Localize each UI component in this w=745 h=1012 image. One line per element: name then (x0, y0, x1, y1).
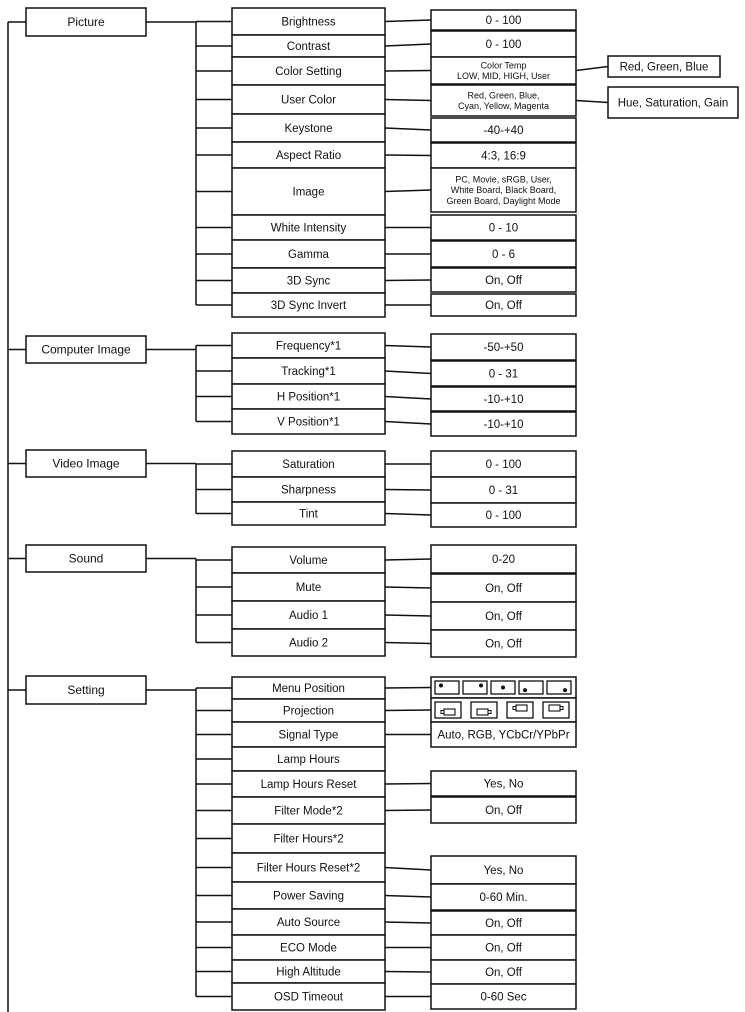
value-text: On, Off (485, 583, 522, 596)
submenu-label: 3D Sync (286, 275, 331, 288)
value-text: On, Off (485, 275, 522, 288)
value-connector (385, 784, 431, 785)
submenu-label: Projection (282, 705, 335, 718)
value-text: 0 - 100 (485, 510, 522, 523)
submenu-label: User Color (281, 94, 336, 107)
position-dot (501, 686, 505, 690)
value-connector (385, 514, 431, 516)
main-menu-label: Computer Image (41, 342, 131, 357)
submenu-label: Lamp Hours Reset (260, 779, 357, 791)
value-connector (385, 71, 431, 72)
value-connector (385, 190, 431, 192)
value-connector (385, 280, 431, 281)
extra-connector (576, 101, 608, 103)
value-text: 0-60 Sec (480, 991, 527, 1004)
value-text: On, Off (485, 942, 522, 955)
submenu-label: High Altitude (276, 966, 341, 979)
screen-position-icon (519, 681, 543, 694)
value-connector (385, 346, 431, 348)
submenu-label: Filter Mode*2 (274, 805, 343, 818)
submenu-label: Signal Type (278, 729, 339, 742)
main-menu-label: Sound (68, 551, 104, 566)
value-connector (385, 972, 431, 973)
value-text: PC, Movie, sRGB, User, (455, 174, 552, 185)
value-connector (385, 810, 431, 811)
menu-position-icons (435, 681, 571, 694)
main-menu-label: Picture (67, 15, 105, 29)
value-text: Yes, No (483, 865, 524, 878)
submenu-label: Color Setting (275, 66, 342, 78)
value-connector (385, 490, 431, 491)
projector-icon-frame (471, 702, 497, 718)
value-text: On, Off (485, 611, 522, 624)
value-connector (385, 615, 431, 616)
submenu-label: V Position*1 (277, 416, 340, 429)
submenu-label: Image (292, 186, 325, 199)
main-menu-label: Setting (67, 683, 105, 697)
submenu-label: Menu Position (272, 683, 345, 695)
submenu-label: Keystone (284, 123, 333, 135)
submenu-label: Mute (295, 582, 322, 594)
value-text: Cyan, Yellow, Magenta (457, 100, 550, 111)
submenu-label: Auto Source (276, 917, 341, 929)
submenu-label: Audio 2 (288, 637, 329, 650)
value-connector (385, 922, 431, 923)
value-text: On, Off (485, 967, 522, 980)
value-text: Red, Green, Blue, (467, 90, 540, 101)
value-text: Color Temp (480, 60, 527, 71)
value-text: -50-+50 (483, 342, 524, 355)
submenu-label: Frequency*1 (275, 340, 342, 353)
position-dot (563, 688, 567, 692)
submenu-label: ECO Mode (280, 942, 337, 955)
submenu-label: Filter Hours*2 (273, 833, 344, 846)
extra-connector (576, 67, 608, 71)
value-text: On, Off (485, 805, 522, 818)
value-text: On, Off (485, 918, 522, 931)
value-text: 4:3, 16:9 (481, 150, 526, 163)
value-connector (385, 587, 431, 588)
submenu-label: White Intensity (270, 222, 347, 235)
submenu-label: Saturation (282, 459, 335, 471)
submenu-label: Volume (289, 555, 328, 567)
position-dot (439, 684, 443, 688)
value-text: 0-60 Min. (479, 892, 528, 905)
value-connector (385, 896, 431, 898)
submenu-label: Sharpness (281, 484, 336, 497)
value-connector (385, 20, 431, 22)
value-connector (385, 710, 431, 711)
value-text: Yes, No (483, 778, 524, 791)
value-connector (385, 44, 431, 46)
submenu-label: 3D Sync Invert (270, 300, 347, 312)
value-connector (385, 128, 431, 130)
position-dot (523, 688, 527, 692)
screen-position-icon (547, 681, 571, 694)
projector-icon-frame (507, 702, 533, 718)
submenu-label: Gamma (288, 249, 329, 261)
value-text: Auto, RGB, YCbCr/YPbPr (437, 729, 570, 742)
value-connector (385, 688, 431, 689)
position-dot (479, 684, 483, 688)
value-connector (385, 397, 431, 400)
submenu-label: Tracking*1 (281, 366, 336, 378)
submenu-label: Lamp Hours (277, 754, 340, 766)
value-connector (385, 371, 431, 374)
submenu-label: Filter Hours Reset*2 (256, 862, 361, 875)
value-connector (385, 868, 431, 871)
value-text: 0 - 100 (485, 15, 522, 28)
value-text: 0 - 100 (485, 39, 522, 52)
value-text: 0 - 31 (488, 485, 519, 498)
value-text: On, Off (485, 638, 522, 651)
submenu-label: Aspect Ratio (275, 150, 342, 162)
submenu-label: Brightness (281, 16, 336, 29)
value-text: 0 - 100 (485, 459, 522, 472)
screen-position-icon (463, 681, 487, 694)
extra-text: Red, Green, Blue (619, 61, 709, 74)
value-text: 0 - 10 (488, 222, 519, 235)
value-text: -40-+40 (483, 125, 524, 138)
value-text: On, Off (485, 300, 522, 313)
value-connector (385, 155, 431, 156)
value-text: 0 - 31 (488, 368, 519, 381)
submenu-label: Tint (299, 508, 318, 521)
screen-position-icon (435, 681, 459, 694)
value-text: -10-+10 (483, 419, 524, 432)
submenu-label: H Position*1 (276, 391, 341, 404)
projector-icon-frame (543, 702, 569, 718)
value-text: White Board, Black Board, (450, 185, 557, 196)
extra-text: Hue, Saturation, Gain (617, 97, 729, 110)
submenu-label: Audio 1 (288, 610, 329, 622)
value-text: LOW, MID, HIGH, User (456, 70, 551, 81)
value-connector (385, 643, 431, 644)
value-text: -10-+10 (483, 394, 524, 407)
submenu-label: Contrast (286, 41, 331, 53)
value-connector (385, 559, 431, 560)
value-connector (385, 422, 431, 425)
value-text: 0 - 6 (491, 249, 516, 262)
projector-icon-frame (435, 702, 461, 718)
submenu-label: Power Saving (273, 890, 344, 903)
submenu-label: OSD Timeout (273, 991, 344, 1004)
value-connector (385, 100, 431, 101)
value-text: Green Board, Daylight Mode (446, 195, 561, 206)
main-menu-label: Video Image (52, 456, 120, 471)
value-text: 0-20 (491, 554, 516, 567)
